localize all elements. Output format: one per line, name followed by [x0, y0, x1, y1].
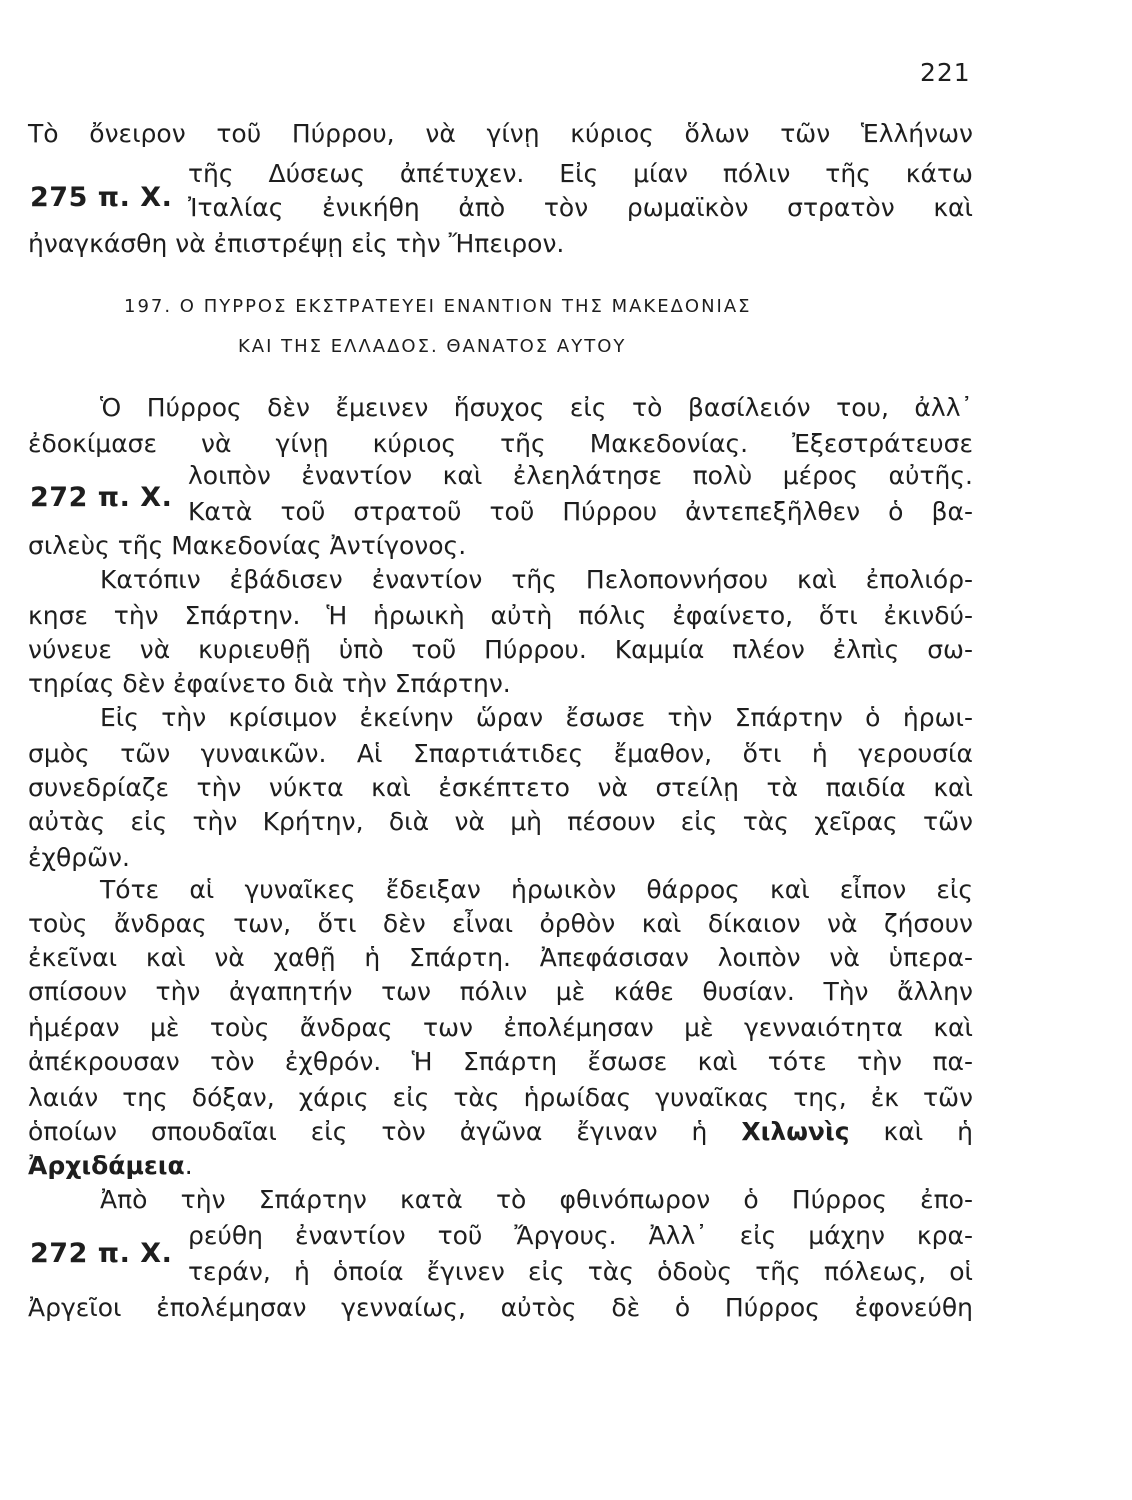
text-line: σιλεὺς τῆς Μακεδονίας Ἀντίγονος. [28, 531, 467, 560]
text-line: ἐχθρῶν. [28, 843, 130, 872]
text-segment: . [184, 1151, 193, 1180]
text-line: σμὸς τῶν γυναικῶν. Αἱ Σπαρτιάτιδες ἔμαθον, ὅτι ἡ γερουσία [28, 739, 973, 768]
text-line: Κατόπιν ἐβάδισεν ἐναντίον τῆς Πελοποννήσου καὶ ἐπολιόρ- [100, 565, 973, 594]
text-line: συνεδρίαζε τὴν νύκτα καὶ ἐσκέπτετο νὰ στείλῃ τὰ παιδία καὶ [28, 773, 973, 802]
text-segment: ὁποίων σπουδαῖαι εἰς τὸν ἀγῶνα ἔγιναν ἡ [28, 1117, 742, 1146]
text-line: νύνευε νὰ κυριευθῇ ὑπὸ τοῦ Πύρρου. Καμμία πλέον ἐλπὶς σω- [28, 635, 973, 664]
text-line: ἐκεῖναι καὶ νὰ χαθῇ ἡ Σπάρτη. Ἀπεφάσισαν λοιπὸν νὰ ὑπερα- [28, 943, 973, 972]
date-sidenote: 275 π. Χ. [30, 182, 173, 213]
emphasized-name: Χιλωνὶς [741, 1117, 850, 1146]
text-line: κησε τὴν Σπάρτην. Ἡ ἡρωικὴ αὐτὴ πόλις ἐφαίνετο, ὅτι ἐκινδύ- [28, 601, 973, 630]
text-line: Τὸ ὄνειρον τοῦ Πύρρου, νὰ γίνῃ κύριος ὅλων τῶν Ἑλλήνων [28, 119, 973, 148]
date-sidenote: 272 π. Χ. [30, 482, 173, 513]
text-line: λαιάν της δόξαν, χάρις εἰς τὰς ἡρωίδας γυναῖκας της, ἐκ τῶν [28, 1083, 973, 1112]
text-line [28, 1116, 973, 1148]
text-line: ἡμέραν μὲ τοὺς ἄνδρας των ἐπολέμησαν μὲ γενναιότητα καὶ [28, 1013, 973, 1042]
text-line: ρεύθη ἐναντίον τοῦ Ἄργους. Ἀλλ᾽ εἰς μάχην κρα- [188, 1221, 973, 1250]
text-line: τοὺς ἄνδρας των, ὅτι δὲν εἶναι ὀρθὸν καὶ δίκαιον νὰ ζήσουν [28, 909, 973, 938]
emphasized-name: Ἀρχιδάμεια [28, 1151, 185, 1180]
text-line: Εἰς τὴν κρίσιμον ἐκείνην ὥραν ἔσωσε τὴν Σπάρτην ὁ ἡρωι- [100, 703, 973, 732]
text-line: Κατὰ τοῦ στρατοῦ τοῦ Πύρρου ἀντεπεξῆλθεν ὁ βα- [188, 497, 973, 526]
section-heading-line1: 197. Ο ΠΥΡΡΟΣ ΕΚΣΤΡΑΤΕΥΕΙ ΕΝΑΝΤΙΟΝ ΤΗΣ ΜΑΚΕΔΟΝΙΑΣ [124, 296, 752, 317]
section-heading-line2: ΚΑΙ ΤΗΣ ΕΛΛΑΔΟΣ. ΘΑΝΑΤΟΣ ΑΥΤΟΥ [238, 336, 627, 357]
text-line: τῆς Δύσεως ἀπέτυχεν. Εἰς μίαν πόλιν τῆς κάτω [188, 159, 973, 188]
text-line: ἠναγκάσθη νὰ ἐπιστρέψῃ εἰς τὴν Ἤπειρον. [28, 229, 565, 258]
text-line: αὐτὰς εἰς τὴν Κρήτην, διὰ νὰ μὴ πέσουν εἰς τὰς χεῖρας τῶν [28, 807, 973, 836]
text-line: Ἀπὸ τὴν Σπάρτην κατὰ τὸ φθινόπωρον ὁ Πύρρος ἐπο- [100, 1185, 973, 1214]
text-line: ἐδοκίμασε νὰ γίνῃ κύριος τῆς Μακεδονίας. Ἐξεστράτευσε [28, 429, 973, 458]
text-line: Τότε αἱ γυναῖκες ἔδειξαν ἡρωικὸν θάρρος καὶ εἶπον εἰς [100, 875, 973, 904]
text-line: Ἰταλίας ἐνικήθη ἀπὸ τὸν ρωμαϊκὸν στρατὸν καὶ [188, 193, 973, 222]
text-line: Ἀργεῖοι ἐπολέμησαν γενναίως, αὐτὸς δὲ ὁ Πύρρος ἐφονεύθη [28, 1293, 973, 1322]
text-line [28, 1150, 973, 1182]
text-line: τεράν, ἡ ὁποία ἔγινεν εἰς τὰς ὁδοὺς τῆς πόλεως, οἱ [188, 1257, 973, 1286]
text-line: σπίσουν τὴν ἀγαπητήν των πόλιν μὲ κάθε θυσίαν. Τὴν ἄλλην [28, 977, 973, 1006]
text-segment: καὶ ἡ [849, 1117, 973, 1146]
text-line: ἀπέκρουσαν τὸν ἐχθρόν. Ἡ Σπάρτη ἔσωσε καὶ τότε τὴν πα- [28, 1047, 973, 1076]
text-line: λοιπὸν ἐναντίον καὶ ἐλεηλάτησε πολὺ μέρος αὐτῆς. [188, 461, 973, 490]
text-line: τηρίας δὲν ἐφαίνετο διὰ τὴν Σπάρτην. [28, 669, 511, 698]
page-number: 221 [920, 58, 971, 87]
date-sidenote: 272 π. Χ. [30, 1238, 173, 1269]
text-line: Ὁ Πύρρος δὲν ἔμεινεν ἥσυχος εἰς τὸ βασίλειόν του, ἀλλ᾽ [100, 393, 973, 422]
